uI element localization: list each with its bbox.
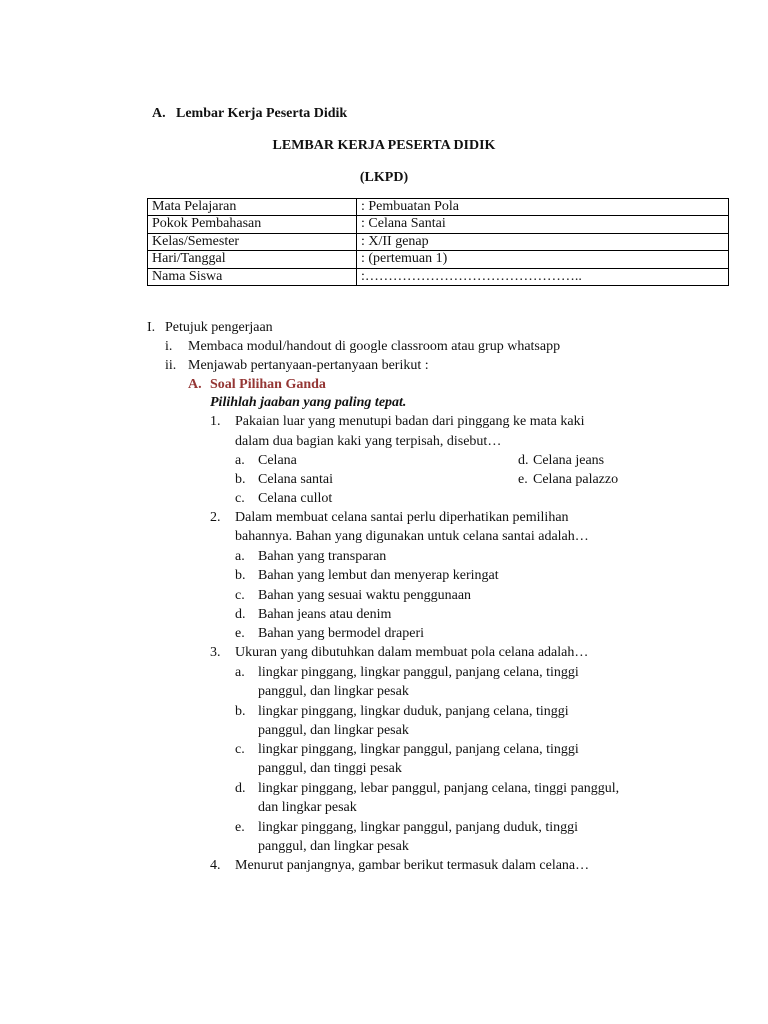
option-letter: b. (235, 568, 246, 583)
info-table (147, 198, 729, 286)
question-number: 3. (210, 645, 221, 660)
info-value: : Pembuatan Pola (357, 199, 729, 216)
option-text: Celana jeans (533, 453, 605, 468)
option-letter: e. (518, 472, 528, 487)
option-text: lingkar pinggang, lebar panggul, panjang celana, tinggi panggul, (258, 781, 620, 796)
question-text: Pakaian luar yang menutupi badan dari pinggang ke mata kaki (235, 414, 585, 429)
option-letter: e. (235, 626, 245, 641)
step-text: Menjawab pertanyaan-pertanyaan berikut : (188, 358, 429, 373)
step-text: Membaca modul/handout di google classroom atau grup whatsapp (188, 339, 561, 354)
option-letter: c. (235, 742, 245, 757)
step-marker: ii. (165, 358, 177, 373)
option-text: Celana palazzo (533, 472, 619, 487)
option-letter: c. (235, 491, 245, 506)
question-text: dalam dua bagian kaki yang terpisah, disebut… (235, 434, 502, 449)
option-text: dan lingkar pesak (258, 800, 357, 815)
option-text: panggul, dan tinggi pesak (258, 761, 402, 776)
option-text: panggul, dan lingkar pesak (258, 839, 409, 854)
section-a-marker: A. (188, 377, 202, 392)
info-label: Hari/Tanggal (148, 251, 357, 268)
option-letter: d. (518, 453, 529, 468)
option-letter: b. (235, 472, 246, 487)
info-value: : (pertemuan 1) (357, 251, 729, 268)
question-number: 2. (210, 510, 221, 525)
option-text: Bahan yang bermodel draperi (258, 626, 424, 641)
section-a-instruction: Pilihlah jaaban yang paling tepat. (210, 395, 407, 410)
option-text: Bahan yang transparan (258, 549, 387, 564)
info-label: Nama Siswa (148, 268, 357, 285)
option-letter: a. (235, 549, 245, 564)
info-label: Pokok Pembahasan (148, 216, 357, 233)
section-heading-text: Lembar Kerja Peserta Didik (176, 106, 348, 121)
option-text: lingkar pinggang, lingkar duduk, panjang celana, tinggi (258, 704, 569, 719)
section-a-title: Soal Pilihan Ganda (210, 377, 326, 392)
info-label: Mata Pelajaran (148, 199, 357, 216)
table-row (148, 199, 729, 216)
option-text: Bahan yang sesuai waktu penggunaan (258, 588, 472, 603)
info-value: : Celana Santai (357, 216, 729, 233)
table-row (148, 251, 729, 268)
info-value: :……………………………………….. (357, 268, 729, 285)
step-marker: i. (165, 339, 173, 354)
section-heading-letter: A. (152, 106, 166, 121)
option-letter: d. (235, 607, 246, 622)
table-row (148, 216, 729, 233)
option-text: panggul, dan lingkar pesak (258, 684, 409, 699)
table-row (148, 233, 729, 250)
option-text: Celana (258, 453, 297, 468)
document-title: LEMBAR KERJA PESERTA DIDIK (272, 138, 496, 153)
option-letter: b. (235, 704, 246, 719)
option-text: lingkar pinggang, lingkar panggul, panjang celana, tinggi (258, 665, 579, 680)
option-letter: c. (235, 588, 245, 603)
option-letter: a. (235, 453, 245, 468)
info-value: : X/II genap (357, 233, 729, 250)
document-subtitle: (LKPD) (359, 170, 409, 185)
instructions-title: Petujuk pengerjaan (165, 320, 273, 335)
option-letter: a. (235, 665, 245, 680)
question-text: Dalam membuat celana santai perlu diperhatikan pemilihan (235, 510, 569, 525)
option-text: Bahan jeans atau denim (258, 607, 392, 622)
instructions-marker: I. (147, 320, 156, 335)
section-heading (152, 104, 347, 123)
info-label: Kelas/Semester (148, 233, 357, 250)
option-text: Celana cullot (258, 491, 333, 506)
option-text: Celana santai (258, 472, 334, 487)
question-text: bahannya. Bahan yang digunakan untuk celana santai adalah… (235, 529, 589, 544)
option-text: panggul, dan lingkar pesak (258, 723, 409, 738)
option-text: lingkar pinggang, lingkar panggul, panjang celana, tinggi (258, 742, 579, 757)
option-text: lingkar pinggang, lingkar panggul, panjang duduk, tinggi (258, 820, 579, 835)
option-text: Bahan yang lembut dan menyerap keringat (258, 568, 499, 583)
option-letter: e. (235, 820, 245, 835)
question-number: 4. (210, 858, 221, 873)
question-number: 1. (210, 414, 221, 429)
question-text: Ukuran yang dibutuhkan dalam membuat pola celana adalah… (235, 645, 589, 660)
question-text: Menurut panjangnya, gambar berikut termasuk dalam celana… (235, 858, 590, 873)
table-row (148, 268, 729, 285)
option-letter: d. (235, 781, 246, 796)
